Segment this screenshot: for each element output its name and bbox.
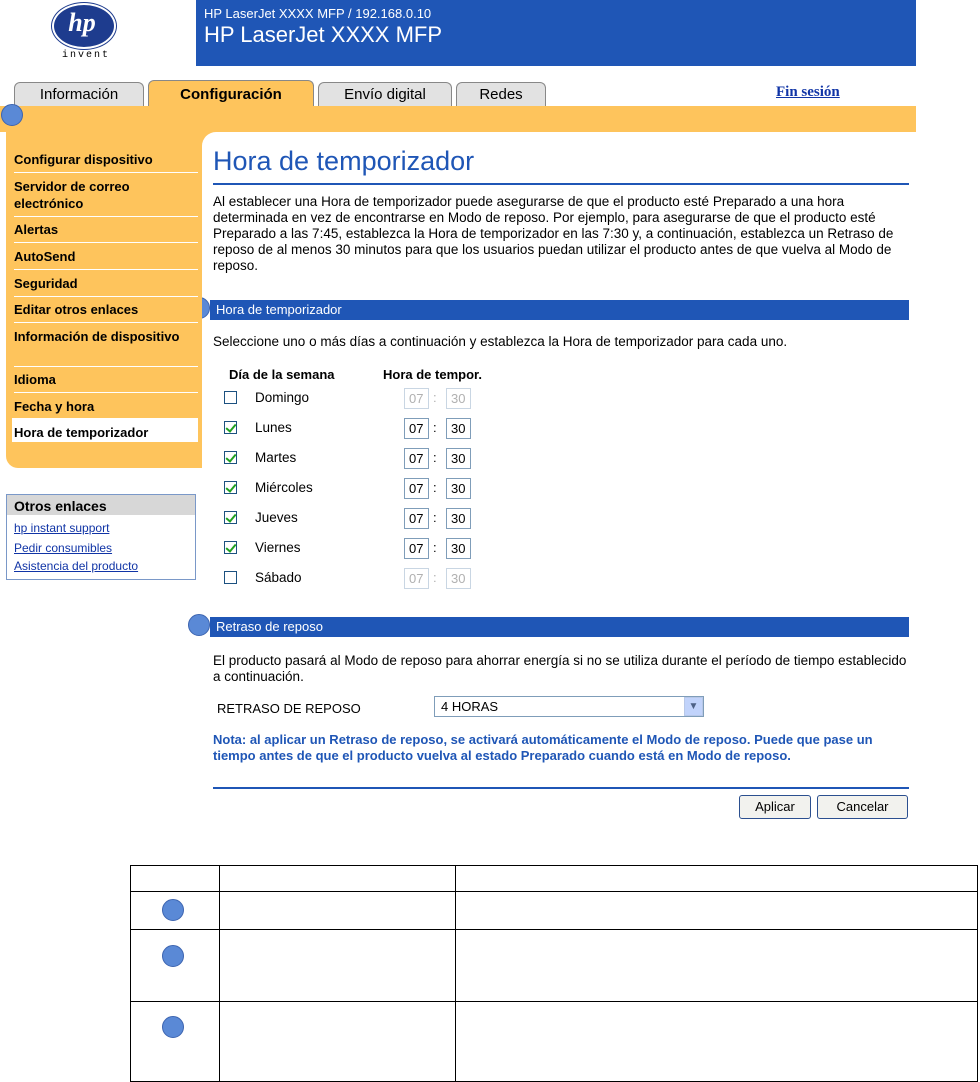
checkbox-domingo[interactable] xyxy=(224,391,237,404)
sidebar-divider xyxy=(14,172,198,173)
sidebar-item-seguridad[interactable]: Seguridad xyxy=(14,276,78,291)
link-hp-instant-support[interactable]: hp instant support xyxy=(14,521,110,535)
callout-marker xyxy=(1,104,23,126)
logout-link[interactable]: Fin sesión xyxy=(776,84,840,100)
column-header-day: Día de la semana xyxy=(229,367,335,382)
sidebar-item-configurar-dispositivo[interactable]: Configurar dispositivo xyxy=(14,152,153,167)
other-links-title: Otros enlaces xyxy=(14,498,107,514)
apply-button[interactable]: Aplicar xyxy=(739,795,811,819)
table-row-divider xyxy=(130,929,978,930)
sidebar-item-servidor-correo[interactable]: Servidor de correo electrónico xyxy=(14,179,130,211)
hour-input[interactable]: 07 xyxy=(404,538,429,559)
table-col-divider xyxy=(219,865,220,1082)
time-separator: : xyxy=(433,420,437,435)
hour-input[interactable]: 07 xyxy=(404,478,429,499)
minute-input[interactable]: 30 xyxy=(446,418,471,439)
sidebar-item-idioma[interactable]: Idioma xyxy=(14,372,56,387)
minute-input[interactable]: 30 xyxy=(446,388,471,409)
callout-marker xyxy=(162,1016,184,1038)
column-header-time: Hora de tempor. xyxy=(383,367,482,382)
chevron-down-icon[interactable]: ▼ xyxy=(684,697,703,716)
cancel-button[interactable]: Cancelar xyxy=(817,795,908,819)
title-divider xyxy=(213,183,909,185)
sleep-note: Nota: al aplicar un Retraso de reposo, se activará automáticamente el Modo de reposo. Puede que pase un tiempo antes de que el producto vuelva al estado Preparado cuando está en Modo de reposo. xyxy=(213,732,873,763)
hp-logo-mark: hp xyxy=(68,8,96,37)
tab-bar xyxy=(0,106,916,132)
time-separator: : xyxy=(433,510,437,525)
sidebar-item-editar-otros-enlaces[interactable]: Editar otros enlaces xyxy=(14,302,139,317)
sidebar-divider xyxy=(14,296,198,297)
sidebar-divider xyxy=(14,322,198,323)
sidebar-item-autosend[interactable]: AutoSend xyxy=(14,249,76,264)
sidebar-item-fecha-hora[interactable]: Fecha y hora xyxy=(14,399,95,414)
tab-envio-digital[interactable]: Envío digital xyxy=(318,82,452,106)
section-header-hora-temporizador: Hora de temporizador xyxy=(210,300,909,320)
sidebar-divider xyxy=(14,366,198,367)
time-separator: : xyxy=(433,390,437,405)
sidebar-divider xyxy=(14,269,198,270)
hour-input[interactable]: 07 xyxy=(404,418,429,439)
sleep-delay-label: RETRASO DE REPOSO xyxy=(217,701,361,716)
section-header-retraso-reposo: Retraso de reposo xyxy=(210,617,909,637)
tab-informacion[interactable]: Información xyxy=(14,82,144,106)
tab-redes[interactable]: Redes xyxy=(456,82,546,106)
sidebar-divider xyxy=(14,216,198,217)
minute-input[interactable]: 30 xyxy=(446,448,471,469)
day-label: Jueves xyxy=(255,510,298,525)
intro-text: Al establecer una Hora de temporizador puede asegurarse de que el producto esté Preparado a una hora determinada en vez de encontrarse en Modo de reposo. Por ejemplo, para asegurarse de que el producto esté Preparado a las 7:45, establezca la Hora de temporizador en las 7:30 y, a continuación, establezca un Retraso de reposo de al menos 30 minutos para que los usuarios puedan utilizar el producto antes de que vuelva al Modo de reposo. xyxy=(213,194,894,273)
checkbox-viernes[interactable] xyxy=(224,541,237,554)
tab-configuracion[interactable]: Configuración xyxy=(148,80,314,106)
hour-input[interactable]: 07 xyxy=(404,508,429,529)
checkbox-miercoles[interactable] xyxy=(224,481,237,494)
table-row-divider xyxy=(130,891,978,892)
callout-marker xyxy=(162,899,184,921)
form-divider xyxy=(213,787,909,789)
checkbox-sabado[interactable] xyxy=(224,571,237,584)
checkbox-martes[interactable] xyxy=(224,451,237,464)
checkbox-jueves[interactable] xyxy=(224,511,237,524)
table-col-divider xyxy=(455,865,456,1082)
time-separator: : xyxy=(433,540,437,555)
link-pedir-consumibles[interactable]: Pedir consumibles xyxy=(14,541,113,555)
checkbox-lunes[interactable] xyxy=(224,421,237,434)
sidebar-item-informacion-dispositivo[interactable]: Información de dispositivo xyxy=(14,329,180,344)
minute-input[interactable]: 30 xyxy=(446,568,471,589)
sidebar-divider xyxy=(14,242,198,243)
device-address: HP LaserJet XXXX MFP / 192.168.0.10 xyxy=(204,6,432,21)
hour-input[interactable]: 07 xyxy=(404,448,429,469)
wake-instructions: Seleccione uno o más días a continuación y establezca la Hora de temporizador para cada uno. xyxy=(213,334,788,349)
day-label: Domingo xyxy=(255,390,310,405)
time-separator: : xyxy=(433,450,437,465)
time-separator: : xyxy=(433,570,437,585)
callout-table xyxy=(130,865,978,1082)
callout-marker xyxy=(188,614,210,636)
hp-logo-tagline: invent xyxy=(62,50,111,61)
link-asistencia-producto[interactable]: Asistencia del producto xyxy=(14,559,139,573)
minute-input[interactable]: 30 xyxy=(446,508,471,529)
day-label: Sábado xyxy=(255,570,302,585)
minute-input[interactable]: 30 xyxy=(446,478,471,499)
page-title: Hora de temporizador xyxy=(213,146,475,176)
device-title: HP LaserJet XXXX MFP xyxy=(204,22,443,47)
day-label: Lunes xyxy=(255,420,292,435)
callout-marker xyxy=(162,945,184,967)
hour-input[interactable]: 07 xyxy=(404,568,429,589)
time-separator: : xyxy=(433,480,437,495)
sleep-description: El producto pasará al Modo de reposo para ahorrar energía si no se utiliza durante el período de tiempo establecido a continuación. xyxy=(213,653,907,684)
day-label: Martes xyxy=(255,450,297,465)
table-row-divider xyxy=(130,1001,978,1002)
sidebar-divider xyxy=(14,392,198,393)
hour-input[interactable]: 07 xyxy=(404,388,429,409)
day-label: Viernes xyxy=(255,540,301,555)
minute-input[interactable]: 30 xyxy=(446,538,471,559)
sleep-delay-select[interactable]: 4 HORAS xyxy=(434,696,704,717)
sidebar-item-alertas[interactable]: Alertas xyxy=(14,222,59,237)
sidebar-item-hora-temporizador[interactable]: Hora de temporizador xyxy=(14,425,149,440)
day-label: Miércoles xyxy=(255,480,313,495)
